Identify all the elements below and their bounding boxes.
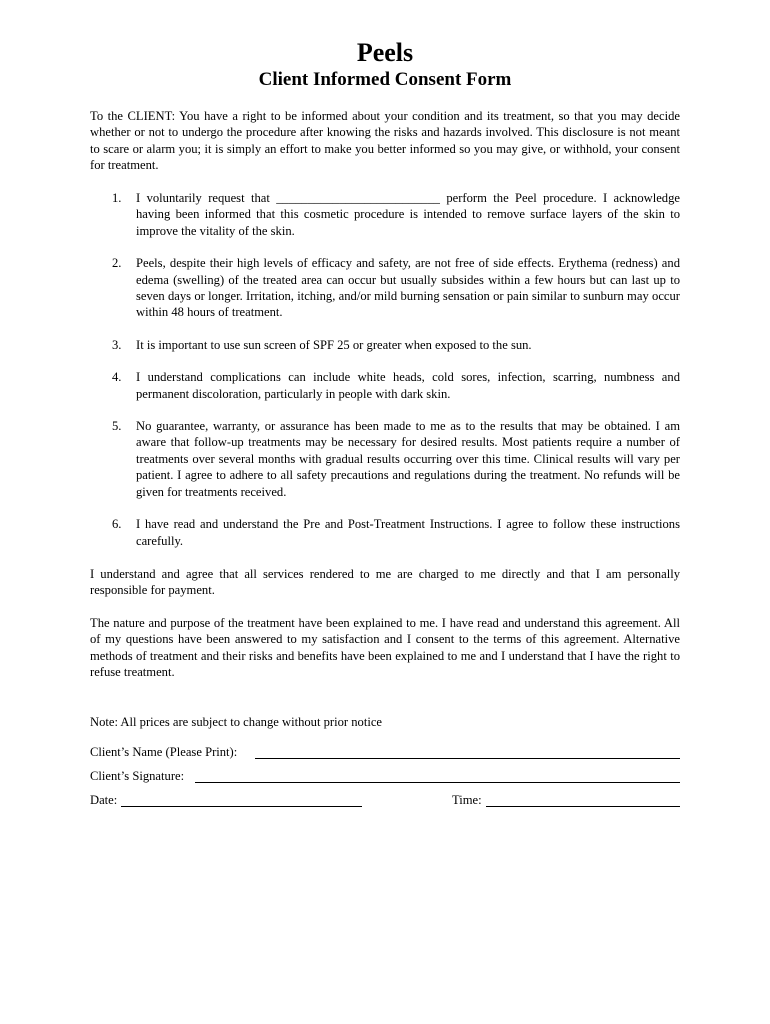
list-item-text: Peels, despite their high levels of efficacy and safety, are not free of side effects. Erythema (redness) and edema (swelling) of the treated area can occur but usually subsides within a few hours but can last up to seven days or longer. Irritation, itching, and/or mild burning sensation or pain similar to sunburn may occur within 48 hours of treatment. — [136, 256, 680, 320]
intro-paragraph: To the CLIENT: You have a right to be informed about your condition and its treatment, so that you may decide whether or not to undergo the procedure after knowing the risks and hazards involved. This disclosure is not meant to scare or alarm you; it is simply an effort to make you better informed so you may give, or withhold, your consent for treatment. — [90, 109, 680, 173]
list-item-text: It is important to use sun screen of SPF 25 or greater when exposed to the sun. — [136, 337, 532, 352]
client-name-row — [90, 744, 680, 762]
price-note: Note: All prices are subject to change without prior notice — [90, 715, 383, 729]
form-subtitle: Client Informed Consent Form — [258, 69, 512, 90]
client-signature-field[interactable] — [195, 782, 680, 783]
list-item — [90, 516, 680, 549]
list-item-text: I have read and understand the Pre and Post-Treatment Instructions. I agree to follow these instructions carefully. — [136, 517, 680, 548]
page-title: Peels — [356, 38, 414, 67]
list-item-number: 6. — [112, 517, 122, 532]
client-name-field[interactable] — [255, 758, 680, 759]
list-item — [90, 255, 680, 321]
list-item — [90, 337, 680, 353]
list-item-number: 2. — [112, 256, 122, 271]
list-item-number: 5. — [112, 419, 122, 434]
client-signature-label: Client’s Signature: — [90, 769, 185, 783]
time-label: Time: — [452, 793, 482, 807]
list-item-number: 1. — [112, 191, 122, 205]
date-label: Date: — [90, 793, 118, 807]
date-field[interactable] — [121, 806, 362, 807]
list-item — [90, 369, 680, 402]
time-field[interactable] — [486, 806, 680, 807]
agreement-paragraph: The nature and purpose of the treatment have been explained to me. I have read and understand this agreement. All of my questions have been answered to my satisfaction and I consent to the terms of this agreement. Alternative methods of treatment and their risks and benefits have been explained to me and I understand that I have the right to refuse treatment. — [90, 616, 680, 680]
client-name-label: Client’s Name (Please Print): — [90, 745, 238, 759]
payment-paragraph: I understand and agree that all services rendered to me are charged to me directly and that I am personally responsible for payment. — [90, 567, 680, 598]
list-item-text: No guarantee, warranty, or assurance has been made to me as to the results that may be obtained. I am aware that follow-up treatments may be necessary for desired results. Most patients require a number of treatments over several months with gradual results occurring over this time. Clinical results will vary per patient. I agree to adhere to all safety precautions and regulations during the treatment. No refunds will be given for treatments received. — [136, 419, 680, 499]
list-item-number: 4. — [112, 370, 122, 385]
list-item — [90, 190, 680, 239]
date-time-row — [90, 792, 680, 810]
list-item-number: 3. — [112, 337, 122, 352]
consent-items-list — [90, 190, 680, 565]
list-item-text: I understand complications can include white heads, cold sores, infection, scarring, numbness and permanent discoloration, particularly in people with dark skin. — [136, 370, 680, 401]
client-signature-row — [90, 768, 680, 786]
list-item — [90, 418, 680, 500]
list-item-text: I voluntarily request that __________________________ perform the Peel procedure. I acknowledge having been informed that this cosmetic procedure is intended to remove surface layers of the skin to improve the vitality of the skin. — [136, 191, 680, 238]
